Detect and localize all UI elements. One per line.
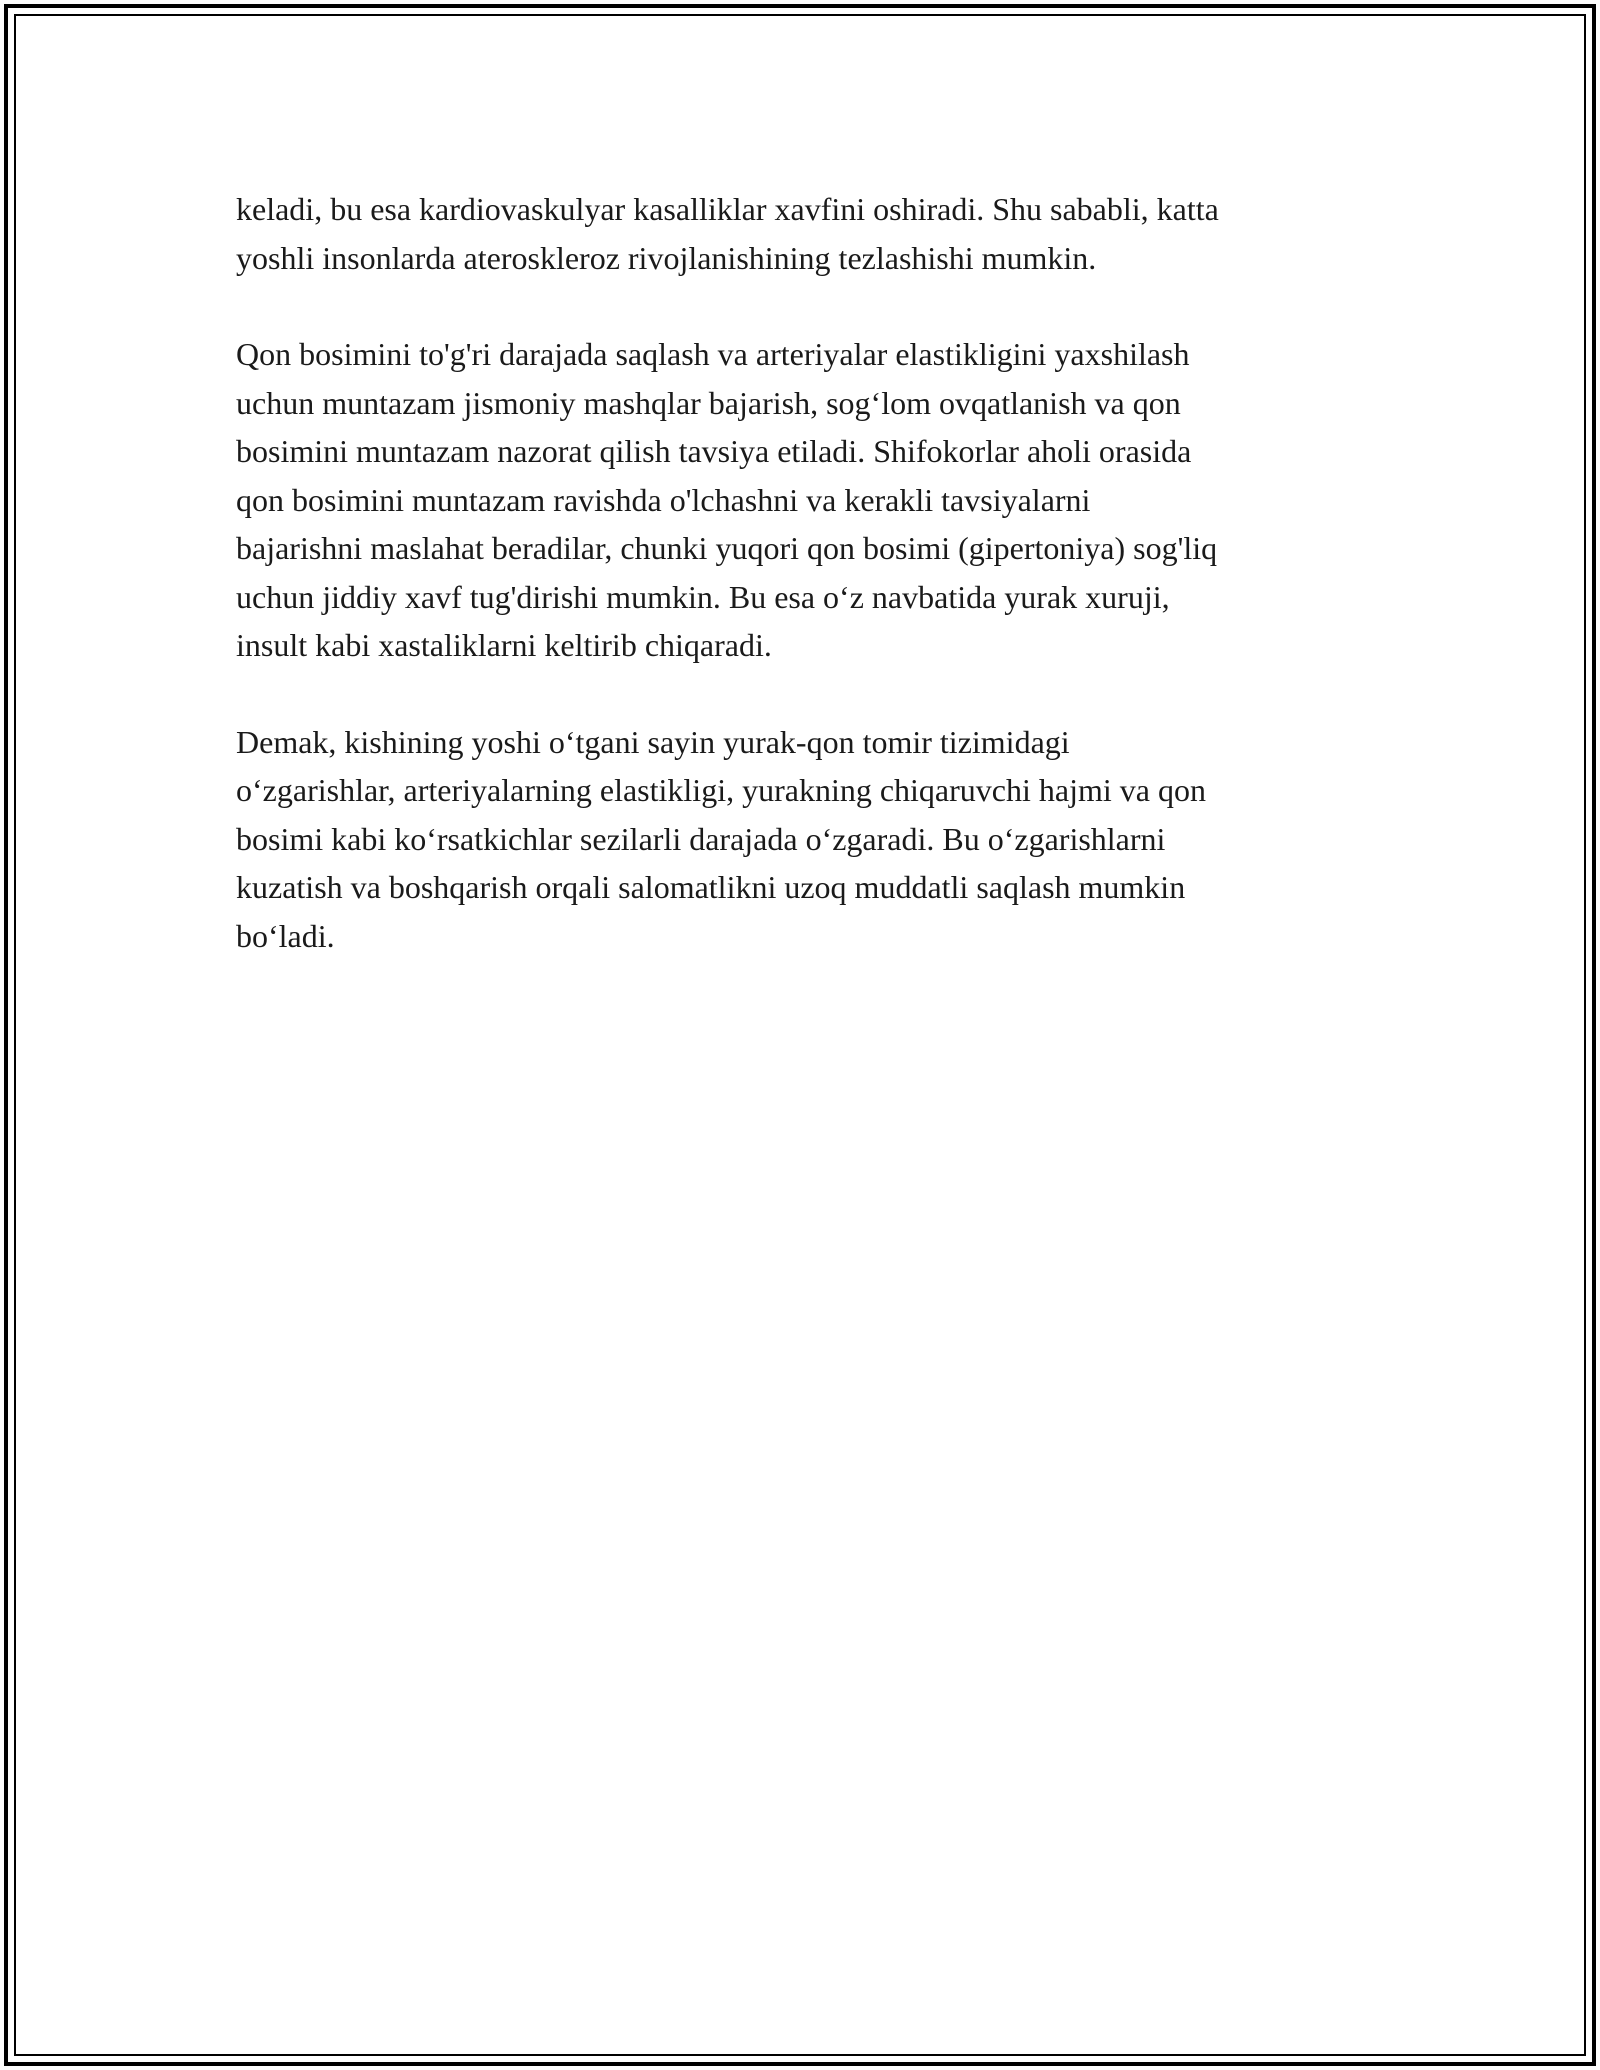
text-line: kuzatish va boshqarish orqali salomatlikni uzoq muddatli saqlash mumkin: [236, 869, 1186, 905]
paragraph-3: [236, 718, 1376, 961]
text-line: uchun jiddiy xavf tug'dirishi mumkin. Bu esa o‘z navbatida yurak xuruji,: [236, 578, 1170, 615]
text-line: bosimi kabi ko‘rsatkichlar sezilarli darajada o‘zgaradi. Bu o‘zgarishlarni: [236, 820, 1166, 857]
paragraph-2: [236, 330, 1376, 670]
text-line: insult kabi xastaliklarni keltirib chiqaradi.: [236, 627, 772, 663]
text-line: Demak, kishining yoshi o‘tgani sayin yurak-qon tomir tizimidagi: [236, 723, 1070, 760]
text-line: qon bosimini muntazam ravishda o'lchashni va kerakli tavsiyalarni: [236, 481, 1091, 518]
text-line: Qon bosimini to'g'ri darajada saqlash va arteriyalar elastikligini yaxshilash: [236, 336, 1190, 372]
text-line: keladi, bu esa kardiovaskulyar kasalliklar xavfini oshiradi. Shu sababli, katta: [236, 191, 1219, 227]
text-line: o‘zgarishlar, arteriyalarning elastikligi, yurakning chiqaruvchi hajmi va qon: [236, 772, 1206, 808]
text-line: yoshli insonlarda ateroskleroz rivojlanishining tezlashishi mumkin.: [236, 239, 1097, 276]
text-line: bo‘ladi.: [236, 917, 335, 954]
paragraph-1: [236, 185, 1376, 282]
text-line: bosimini muntazam nazorat qilish tavsiya etiladi. Shifokorlar aholi orasida: [236, 433, 1192, 469]
text-line: bajarishni maslahat beradilar, chunki yuqori qon bosimi (gipertoniya) sog'liq: [236, 530, 1218, 566]
document-body: [236, 185, 1376, 1008]
text-line: uchun muntazam jismoniy mashqlar bajarish, sog‘lom ovqatlanish va qon: [236, 384, 1181, 421]
